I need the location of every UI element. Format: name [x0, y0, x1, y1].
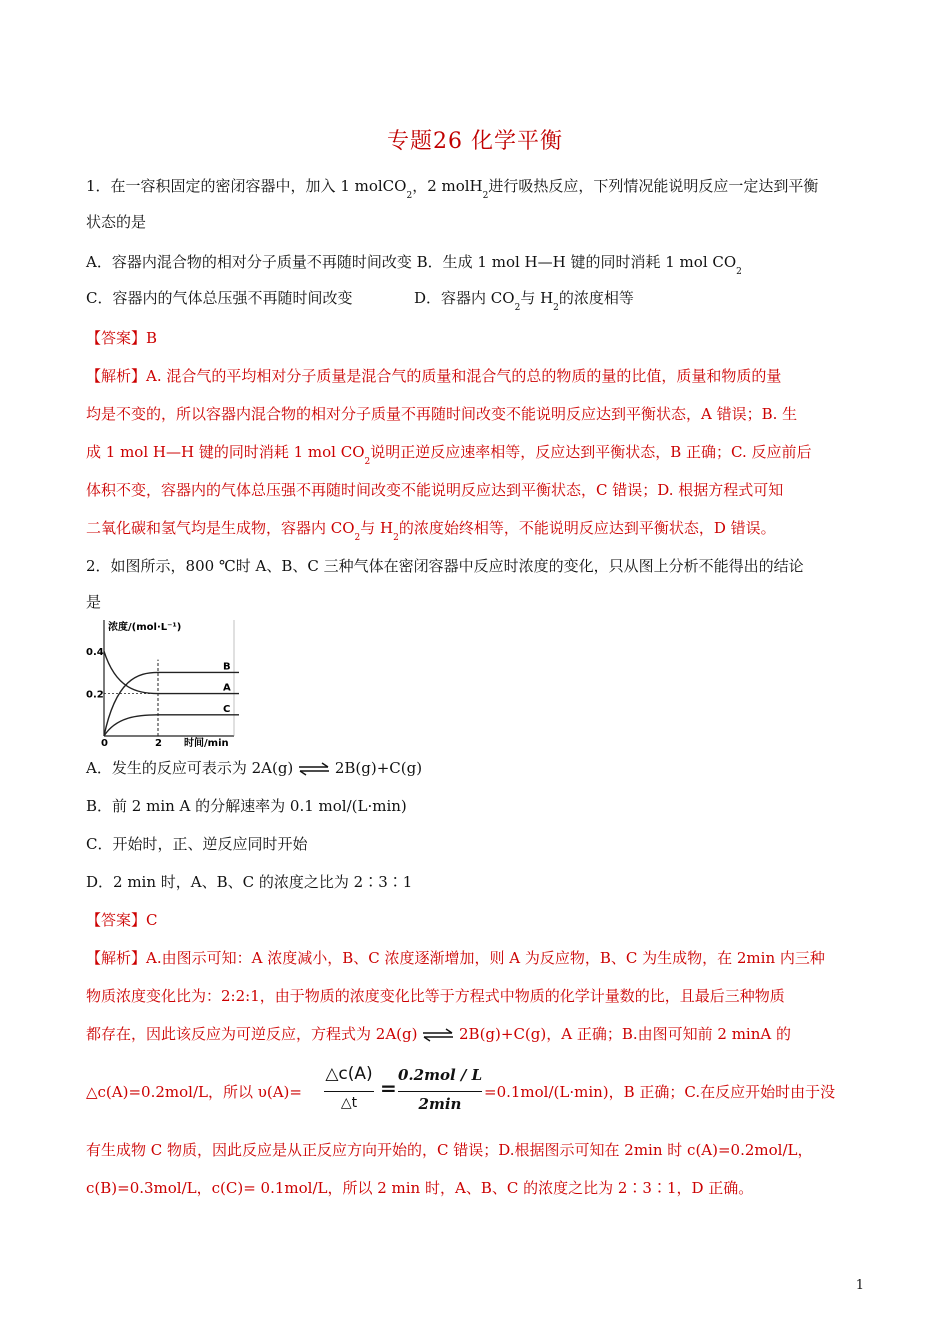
q1-explanation-line4: 体积不变，容器内的气体总压强不再随时间改变不能说明反应达到平衡状态，C 错误；D. 根据方程式可知: [86, 481, 784, 499]
q1-option-d-a: D．容器内 CO: [414, 289, 515, 307]
page-title: 专题26 化学平衡: [387, 129, 563, 154]
subscript: 2: [482, 191, 489, 201]
q2-exp1: A.由图示可知：A 浓度减小，B、C 浓度逐渐增加，则 A 为反应物，B、C 为生成物，在 2min 内三种: [146, 949, 825, 967]
equilibrium-arrow-icon: [422, 1028, 454, 1042]
x-tick-label: 0: [101, 738, 108, 748]
q1-stem-line2: 状态的是: [86, 213, 147, 231]
explanation-label: 【解析】: [86, 949, 147, 967]
subscript: 2: [514, 303, 521, 313]
q2-stem-line1: 2．如图所示，800 ℃时 A、B、C 三种气体在密闭容器中反应时浓度的变化，只从图上分析不能得出的结论: [86, 557, 804, 575]
subscript: 2: [364, 457, 371, 467]
q2-option-a-text: A．发生的反应可表示为 2A(g): [86, 759, 294, 777]
fraction-bar: [324, 1091, 374, 1092]
page-number: 1: [855, 1278, 864, 1293]
q1-exp5b: 与 H: [360, 519, 394, 537]
y-tick-label: 0.2: [86, 689, 104, 701]
q1-exp5a: 二氧化碳和氢气均是生成物，容器内 CO: [86, 519, 355, 537]
q1-stem-a: 1．在一容积固定的密闭容器中，加入 1 molCO: [86, 177, 407, 195]
series-line-B: [104, 672, 239, 736]
q2-option-b: B．前 2 min A 的分解速率为 0.1 mol/(L·min): [86, 797, 407, 815]
q1-options-line1: [86, 252, 742, 282]
q2-option-a-products: 2B(g)+C(g): [334, 759, 423, 777]
q1-answer: 【答案】B: [86, 329, 158, 347]
fraction-bar: [398, 1091, 482, 1092]
subscript: 2: [393, 533, 399, 543]
q1-explanation-line5: [86, 518, 776, 548]
frac1-denominator: △t: [340, 1095, 358, 1111]
q1-option-c: C．容器内的气体总压强不再随时间改变: [86, 289, 353, 307]
q2-answer: 【答案】C: [86, 911, 158, 929]
x-tick-label: 2: [155, 738, 162, 748]
q1-option-d-b: 与 H: [520, 289, 554, 307]
explanation-label: 【解析】: [86, 367, 147, 385]
x-axis-label: 时间/min: [184, 738, 229, 748]
q1-option-b: [416, 253, 742, 277]
q1-stem-line1: [86, 176, 818, 206]
q1-explanation-line1: [86, 366, 781, 386]
subscript: 2: [354, 533, 361, 543]
q2-option-a: [86, 758, 422, 778]
q2-explanation-line4a: △c(A)=0.2mol/L，所以 υ(A)=: [86, 1083, 302, 1101]
subscript: 2: [553, 303, 559, 313]
equilibrium-arrow-icon: [298, 762, 330, 776]
equals-sign: =: [380, 1076, 397, 1100]
q2-explanation-line3: [86, 1024, 791, 1044]
q1-stem-b: ，2 molH: [412, 177, 483, 195]
q1-option-d: [414, 288, 634, 318]
series-label-B: B: [223, 661, 231, 673]
q1-stem-c: 进行吸热反应，下列情况能说明反应一定达到平衡: [488, 177, 819, 195]
concentration-time-chart: [84, 614, 240, 748]
q1-exp1: A. 混合气的平均相对分子质量是混合气的质量和混合气的总的物质的量的比值，质量和物质的量: [146, 367, 782, 385]
series-label-C: C: [223, 703, 231, 715]
q2-explanation-line2: 物质浓度变化比为：2:2:1，由于物质的浓度变化比等于方程式中物质的化学计量数的比，且最后三种物质: [86, 987, 785, 1005]
series-line-C: [104, 715, 239, 736]
q2-option-c: C．开始时，正、逆反应同时开始: [86, 835, 308, 853]
q2-exp3a: 都存在，因此该反应为可逆反应，方程式为 2A(g): [86, 1025, 418, 1043]
q2-explanation-line1: [86, 948, 825, 968]
frac2-denominator: 2min: [418, 1095, 462, 1113]
series-label-A: A: [223, 682, 231, 694]
q2-exp3b: 2B(g)+C(g)，A 正确；B.由图可知前 2 minA 的: [459, 1025, 791, 1043]
q2-stem-line2: 是: [86, 593, 102, 611]
subscript: 2: [406, 191, 413, 201]
q1-exp3a: 成 1 mol H—H 键的同时消耗 1 mol CO: [86, 443, 365, 461]
q2-explanation-line4b: =0.1mol/(L·min)，B 正确；C.在反应开始时由于没: [484, 1083, 836, 1101]
q1-option-a: A．容器内混合物的相对分子质量不再随时间改变: [86, 253, 412, 271]
frac2-numerator: 0.2mol / L: [398, 1066, 483, 1084]
q1-explanation-line2: 均是不变的，所以容器内混合物的相对分子质量不再随时间改变不能说明反应达到平衡状态，A 错误；B. 生: [86, 405, 798, 423]
q2-explanation-line6: c(B)=0.3mol/L，c(C)= 0.1mol/L，所以 2 min 时，A、B、C 的浓度之比为 2∶3∶1，D 正确。: [86, 1179, 754, 1197]
q1-exp3b: 说明正逆反应速率相等，反应达到平衡状态，B 正确；C. 反应前后: [370, 443, 812, 461]
frac1-numerator: △c(A): [325, 1064, 373, 1084]
q1-exp5c: 的浓度始终相等，不能说明反应达到平衡状态，D 错误。: [398, 519, 776, 537]
q1-option-b-text: B．生成 1 mol H—H 键的同时消耗 1 mol CO: [416, 253, 737, 271]
q1-explanation-line3: [86, 442, 812, 472]
q2-option-d: D．2 min 时，A、B、C 的浓度之比为 2∶3∶1: [86, 873, 413, 891]
y-tick-label: 0.4: [86, 647, 104, 659]
rate-formula: [320, 1064, 483, 1120]
y-axis-label: 浓度/(mol·L⁻¹): [108, 622, 182, 633]
q1-option-d-c: 的浓度相等: [558, 289, 634, 307]
q2-explanation-line5: 有生成物 C 物质，因此反应是从正反应方向开始的，C 错误；D.根据图示可知在 2min 时 c(A)=0.2mol/L，: [86, 1141, 813, 1159]
subscript: 2: [736, 267, 742, 277]
